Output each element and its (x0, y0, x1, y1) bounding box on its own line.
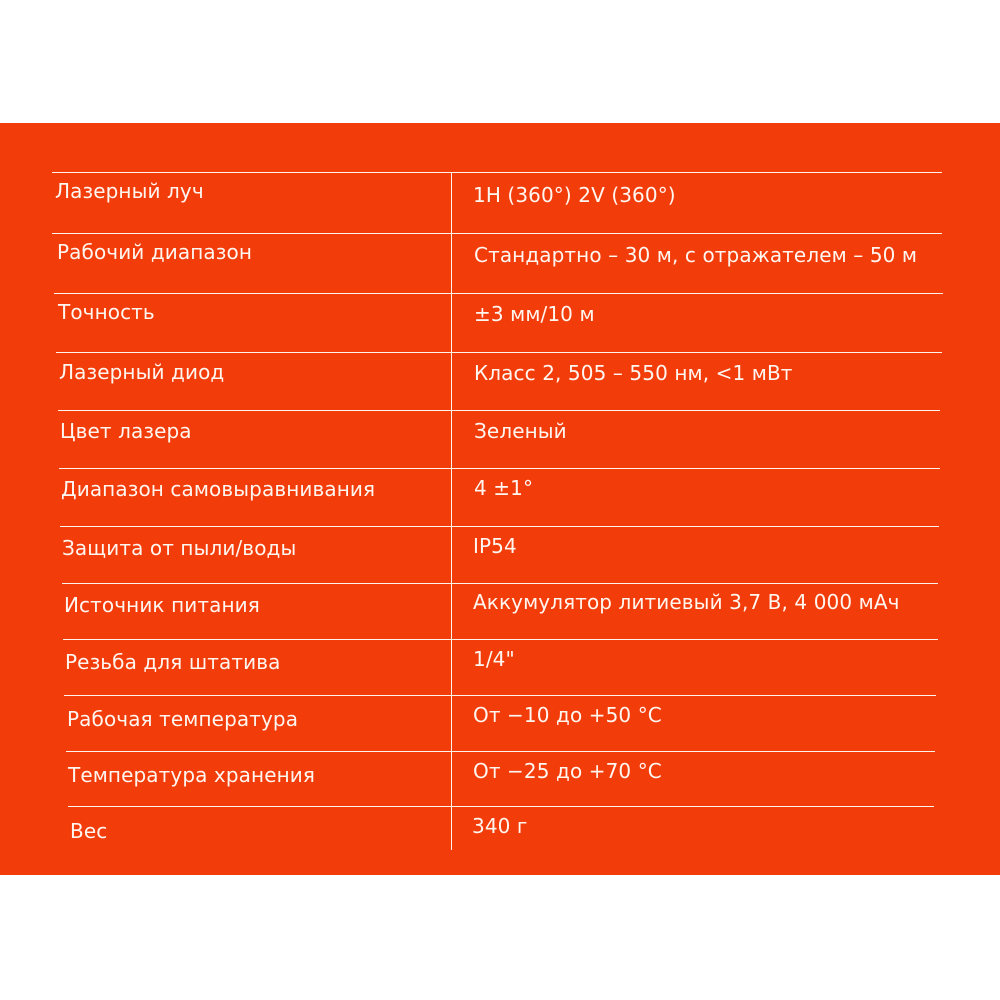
spec-table (0, 123, 1000, 875)
table-rule (54, 293, 943, 294)
table-rule (66, 751, 935, 752)
table-rule (68, 806, 934, 807)
spec-value: От −10 до +50 °С (473, 703, 662, 727)
spec-label: Рабочая температура (67, 707, 299, 731)
table-rule (52, 172, 942, 173)
spec-label: Температура хранения (68, 763, 316, 787)
table-rule (56, 352, 942, 353)
spec-value: Аккумулятор литиевый 3,7 В, 4 000 мАч (473, 590, 900, 614)
spec-label: Точность (58, 300, 155, 324)
table-rule (60, 526, 939, 527)
spec-value: Класс 2, 505 – 550 нм, <1 мВт (474, 361, 793, 385)
table-rule (63, 639, 938, 640)
spec-value: Стандартно – 30 м, с отражателем – 50 м (474, 243, 918, 267)
spec-label: Источник питания (64, 593, 260, 617)
spec-label: Рабочий диапазон (57, 240, 253, 264)
spec-label: Цвет лазера (60, 419, 192, 443)
table-rule (52, 233, 942, 234)
table-rule (58, 410, 940, 411)
spec-value: Зеленый (474, 419, 567, 443)
spec-value: От −25 до +70 °С (473, 759, 662, 783)
spec-value: ±3 мм/10 м (474, 302, 595, 326)
spec-label: Диапазон самовыравнивания (61, 477, 376, 501)
spec-label: Лазерный луч (55, 179, 204, 203)
spec-label: Лазерный диод (59, 360, 225, 384)
spec-value: 1/4" (473, 647, 515, 671)
spec-value: 340 г (472, 814, 528, 838)
table-rule (64, 695, 936, 696)
spec-value: IP54 (473, 534, 517, 558)
table-rule (62, 583, 938, 584)
spec-label: Защита от пыли/воды (62, 536, 297, 560)
spec-panel (0, 123, 1000, 875)
spec-value: 4 ±1° (474, 476, 534, 500)
table-rule (59, 468, 940, 469)
spec-value: 1H (360°) 2V (360°) (473, 183, 676, 207)
column-divider (451, 173, 452, 850)
spec-label: Резьба для штатива (65, 650, 281, 674)
spec-label: Вес (70, 819, 108, 843)
